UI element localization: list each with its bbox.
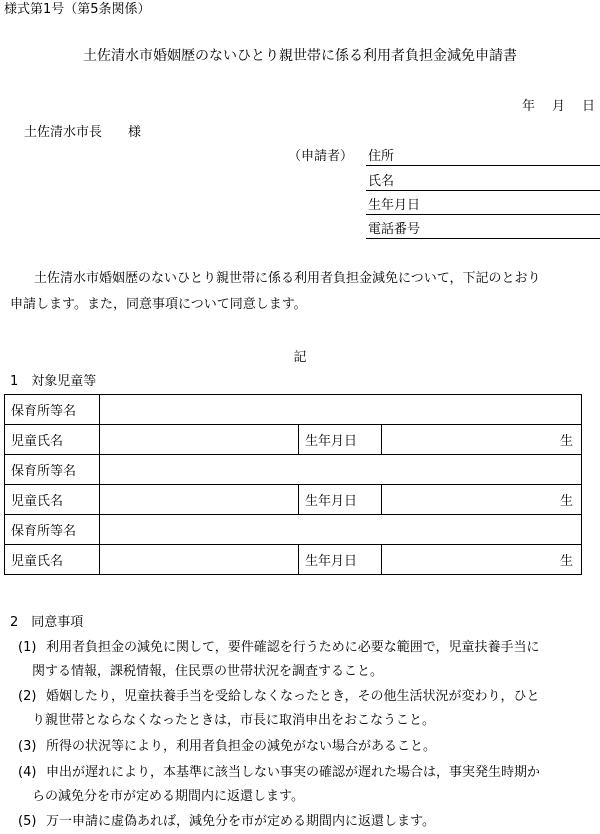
consent-item-2: [18, 685, 539, 709]
child-name-label-cell: 児童氏名: [5, 425, 100, 455]
applicant-phone-label: 電話番号: [368, 222, 421, 237]
consent-item-4: [18, 761, 540, 785]
consent-item-4-cont: らの減免分を市が定める期間内に返還します。: [32, 789, 304, 804]
consent-item-text: 婚姻したり，児童扶養手当を受給しなくなったとき，その他生活状況が変わり，ひと: [46, 689, 540, 704]
section-2-title: 2 同意事項: [10, 615, 84, 630]
child-name-input-cell[interactable]: [100, 545, 299, 575]
nursery-label-cell: 保育所等名: [5, 515, 100, 545]
consent-item-text: 所得の状況等により，利用者負担金の減免がない場合があること。: [46, 739, 437, 754]
consent-item-text: 万一申請に虚偽あれば，減免分を市が定める期間内に返還します。: [46, 814, 435, 829]
intro-line-1: 土佐清水市婚姻歴のないひとり親世帯に係る利用者負担金減免について，下記のとおり: [34, 271, 541, 286]
applicant-birthdate-label: 生年月日: [368, 198, 421, 213]
consent-item-number: (1): [18, 640, 37, 655]
consent-item-1: [18, 636, 539, 660]
table-row: [5, 515, 582, 545]
child-name-label-cell: 児童氏名: [5, 485, 100, 515]
name-underline[interactable]: [366, 190, 600, 191]
birthdate-label-cell: 生年月日: [299, 425, 382, 455]
applicant-name-label: 氏名: [368, 174, 395, 189]
addressee: 土佐清水市長 様: [24, 125, 142, 140]
consent-item-number: (3): [18, 739, 37, 754]
birthdate-label-cell: 生年月日: [299, 545, 382, 575]
birthdate-underline[interactable]: [366, 214, 600, 215]
child-name-input-cell[interactable]: [100, 425, 299, 455]
consent-item-5: [18, 810, 435, 834]
document-title: 土佐清水市婚姻歴のないひとり親世帯に係る利用者負担金減免申請書: [83, 48, 517, 64]
birthdate-label-cell: 生年月日: [299, 485, 382, 515]
nursery-input-cell[interactable]: [100, 515, 582, 545]
child-name-input-cell[interactable]: [100, 485, 299, 515]
birthdate-input-cell[interactable]: 生: [382, 545, 582, 575]
table-row: [5, 395, 582, 425]
nursery-input-cell[interactable]: [100, 395, 582, 425]
table-row: [5, 545, 582, 575]
nursery-label-cell: 保育所等名: [5, 395, 100, 425]
children-table: [4, 394, 582, 575]
nursery-input-cell[interactable]: [100, 455, 582, 485]
phone-underline[interactable]: [366, 238, 600, 239]
consent-item-text: 利用者負担金の減免に関して，要件確認を行うために必要な範囲で，児童扶養手当に: [46, 640, 540, 655]
form-number-label: 様式第1号（第5条関係）: [4, 2, 151, 17]
consent-item-2-cont: り親世帯とならなくなったときは，市長に取消申出をおこなうこと。: [32, 713, 436, 728]
birthdate-input-cell[interactable]: 生: [382, 485, 582, 515]
applicant-address-label: 住所: [368, 149, 395, 164]
address-underline[interactable]: [366, 165, 600, 166]
date-line: 年 月 日: [522, 99, 598, 114]
consent-item-1-cont: 関する情報，課税情報，住民票の世帯状況を調査すること。: [32, 664, 384, 679]
section-1-title: 1 対象児童等: [10, 374, 97, 389]
table-row: [5, 425, 582, 455]
birthdate-input-cell[interactable]: 生: [382, 425, 582, 455]
consent-item-3: [18, 735, 436, 759]
ki-heading: 記: [293, 350, 307, 365]
consent-item-text: 申出が遅れにより，本基準に該当しない事実の確認が遅れた場合は，事実発生時期か: [46, 765, 541, 780]
table-row: [5, 485, 582, 515]
nursery-label-cell: 保育所等名: [5, 455, 100, 485]
consent-item-number: (2): [18, 689, 37, 704]
child-name-label-cell: 児童氏名: [5, 545, 100, 575]
table-row: [5, 455, 582, 485]
consent-item-number: (4): [18, 765, 37, 780]
applicant-label: （申請者）: [288, 149, 354, 164]
intro-line-2: 申請します。また，同意事項について同意します。: [10, 297, 307, 312]
consent-item-number: (5): [18, 814, 37, 829]
